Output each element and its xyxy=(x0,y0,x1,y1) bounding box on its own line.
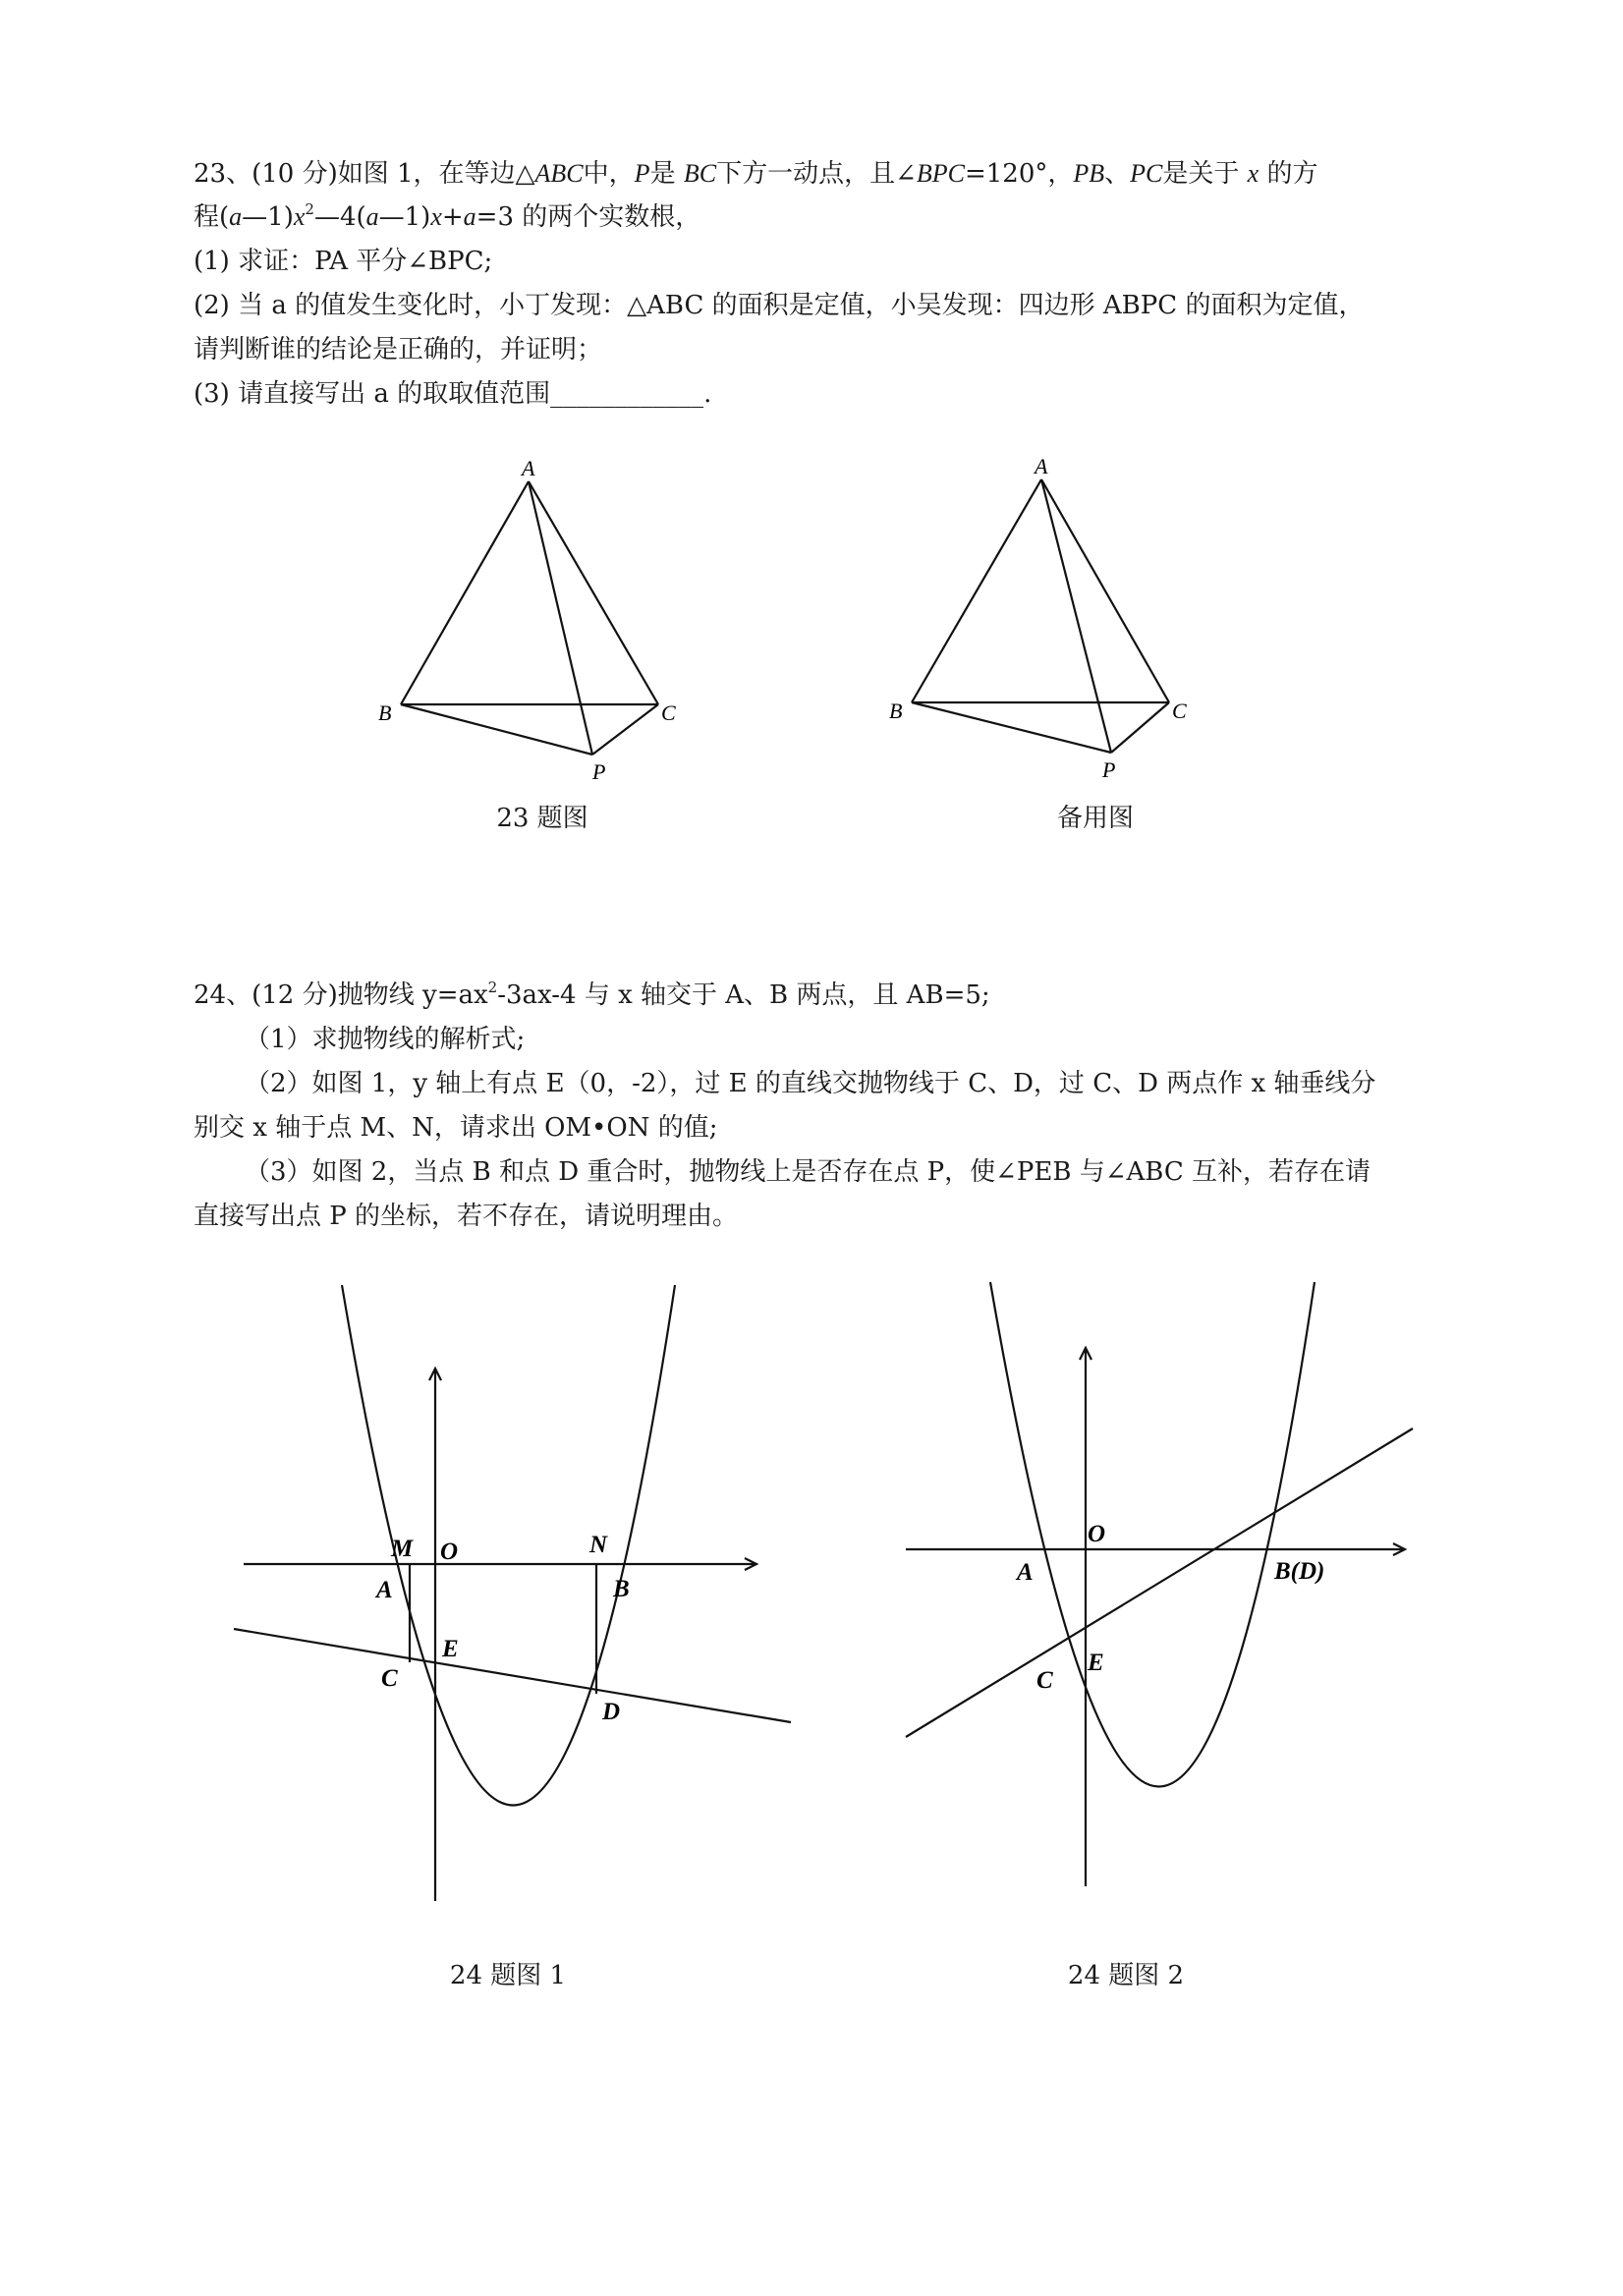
q24-part3-line1: （3）如图 2，当点 B 和点 D 重合时，抛物线上是否存在点 P，使∠PEB 与∠ABC 互补，若存在请 xyxy=(245,1157,1371,1187)
label-m: M xyxy=(391,1536,414,1562)
q23-var: a xyxy=(229,202,243,231)
q23-var: BC xyxy=(683,159,717,188)
label-p: P xyxy=(1102,757,1116,782)
q23-var: P xyxy=(634,159,650,188)
label-a: A xyxy=(376,1577,393,1603)
q24-score: (12 分) xyxy=(252,980,338,1010)
label-c: C xyxy=(381,1665,398,1692)
q23-part1: (1) 求证：PA 平分∠BPC; xyxy=(194,247,493,276)
segment-ap xyxy=(1041,479,1111,753)
segment-cp xyxy=(1111,702,1169,753)
q24-part2-line2: 别交 x 轴于点 M、N，请求出 OM•ON 的值; xyxy=(194,1113,718,1143)
q23-var: BPC xyxy=(916,159,965,188)
segment-ap xyxy=(529,481,592,755)
q24-line1 xyxy=(194,979,990,1012)
q24-text: 抛物线 y=ax xyxy=(337,980,488,1010)
q23-var: a xyxy=(365,202,379,231)
segment-ab xyxy=(401,481,529,704)
q23-var: ABC xyxy=(534,159,584,188)
q23-part2-line1: (2) 当 a 的值发生变化时，小丁发现：△ABC 的面积是定值，小吴发现：四边形 ABPC 的面积为定值， xyxy=(194,291,1365,320)
figure-23-spare xyxy=(874,450,1208,804)
label-c: C xyxy=(1172,699,1187,723)
label-c: C xyxy=(1036,1667,1053,1694)
q23-var: x xyxy=(430,202,442,231)
q23-part2-line2: 请判断谁的结论是正确的，并证明； xyxy=(194,335,603,364)
q23-exponent: 2 xyxy=(305,200,314,218)
q23-text: 下方一动点，且∠ xyxy=(716,159,917,189)
figure-23-caption: 23 题图 xyxy=(496,804,588,833)
q23-var: PB xyxy=(1073,159,1105,188)
figure-23-spare-caption: 备用图 xyxy=(1056,804,1134,833)
segment-bp xyxy=(912,702,1111,753)
q23-text: =3 的两个实数根， xyxy=(476,202,701,232)
q23-text: + xyxy=(441,202,464,232)
segment-bp xyxy=(401,704,592,755)
q24-exponent: 2 xyxy=(487,979,498,996)
label-p: P xyxy=(592,759,606,784)
label-e: E xyxy=(442,1636,459,1662)
q24-part1: （1）求抛物线的解析式; xyxy=(245,1025,526,1054)
label-o: O xyxy=(440,1539,459,1565)
q23-var: a xyxy=(463,202,476,231)
label-d: D xyxy=(602,1699,621,1725)
q23-text: 如图 1，在等边△ xyxy=(337,159,535,189)
q23-part3: (3) 请直接写出 a 的取取值范围____________. xyxy=(194,379,712,409)
q23-text: 是关于 xyxy=(1162,159,1248,189)
label-bd: B(D) xyxy=(1274,1558,1325,1585)
segment-ac xyxy=(1041,479,1169,702)
q24-part2-line1: （2）如图 1，y 轴上有点 E（0，-2），过 E 的直线交抛物线于 C、D，过 C、D 两点作 x 轴垂线分 xyxy=(245,1069,1376,1098)
figure-23-main xyxy=(364,452,698,806)
label-b: B xyxy=(613,1576,630,1602)
q23-var: x xyxy=(293,202,306,231)
label-b: B xyxy=(889,699,903,723)
q23-text: 程( xyxy=(194,202,230,232)
label-a: A xyxy=(522,456,535,480)
q23-line1 xyxy=(194,157,1317,191)
q23-text: 、 xyxy=(1104,159,1131,189)
line-eb xyxy=(906,1428,1413,1737)
segment-ac xyxy=(529,481,658,704)
q23-line2 xyxy=(194,200,700,234)
q24-number: 24、 xyxy=(194,980,252,1010)
q23-text: 中， xyxy=(583,159,635,189)
figure-24-1-caption: 24 题图 1 xyxy=(449,1961,567,1990)
segment-ab xyxy=(912,479,1041,702)
q23-text: —1) xyxy=(242,202,294,232)
label-b: B xyxy=(378,700,392,725)
q24-part3-line2: 直接写出点 P 的坐标，若不存在，请说明理由。 xyxy=(194,1202,739,1231)
label-c: C xyxy=(661,700,676,725)
q23-text: —4( xyxy=(313,202,366,232)
label-n: N xyxy=(589,1532,608,1558)
figure-24-2-caption: 24 题图 2 xyxy=(1067,1961,1185,1990)
figure-24-2 xyxy=(884,1267,1434,1916)
figure-24-1 xyxy=(216,1267,806,1916)
label-o: O xyxy=(1088,1521,1106,1547)
parabola xyxy=(990,1282,1315,1787)
q23-text: =120°， xyxy=(964,159,1074,189)
q23-text: 的方 xyxy=(1259,159,1318,189)
label-a: A xyxy=(1035,454,1048,478)
label-e: E xyxy=(1088,1650,1104,1676)
q23-score: (10 分) xyxy=(252,159,338,189)
q23-var: PC xyxy=(1130,159,1163,188)
q24-text: -3ax-4 与 x 轴交于 A、B 两点，且 AB=5; xyxy=(497,980,990,1010)
line-cd xyxy=(234,1629,791,1722)
q23-number: 23、 xyxy=(194,159,252,189)
q23-var: x xyxy=(1247,159,1259,188)
q23-text: 是 xyxy=(649,159,684,189)
q23-text: —1) xyxy=(378,202,431,232)
label-a: A xyxy=(1017,1559,1034,1586)
segment-cp xyxy=(592,704,658,755)
